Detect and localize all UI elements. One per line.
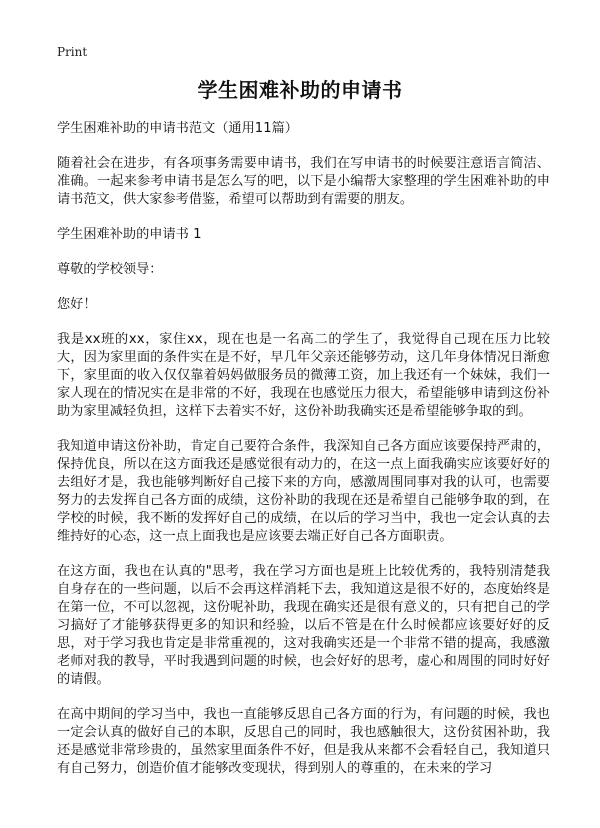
document-subtitle: 学生困难补助的申请书范文（通用11篇） bbox=[57, 121, 298, 136]
greeting: 您好！ bbox=[57, 297, 97, 312]
body-paragraph: 我知道申请这份补助，肯定自己要符合条件，我深知自己各方面应该要保持严肃的，保持优良，所以在这方面我还是感觉很有动力的，在这一点上面我确实应该要好好的去组好才是，我也能够判断好自己接下来的方向，感激周围同事对我的认可，也需要努力的去发挥自己各方面的成绩，这份补助的我现在还是希望自己能够争取的到，在学校的时候，我不断的发挥好自己的成绩，在以后的学习当中，我也一定会认真的去维持好的心态，这一点上面我也是应该要去端正好自己各方面职责。 bbox=[57, 439, 550, 544]
body-paragraph: 我是xx班的xx，家住xx，现在也是一名高二的学生了，我觉得自己现在压力比较大，因为家里面的条件实在是不好，早几年父亲还能够劳动，这几年身体情况日渐愈下，家里面的收入仅仅靠着妈妈做服务员的微薄工资，加上我还有一个妹妹，我们一家人现在的情况实在是非常的不好，我现在也感觉压力很大，希望能够申请到这份补助为家里减轻负担，这样下去着实不好，这份补助我确实还是希望能够争取的到。 bbox=[57, 332, 550, 419]
section-heading: 学生困难补助的申请书 1 bbox=[57, 227, 202, 242]
body-paragraph: 在这方面，我也在认真的"思考，我在学习方面也是班上比较优秀的，我特别清楚我自身存在的一些问题，以后不会再这样消耗下去，我知道这是很不好的，态度始终是在第一位，不可以忽视，这份呢补助，我现在确实还是很有意义的，只有把自己的学习搞好了才能够获得更多的知识和经验，以后不管是在什么时候都应该要好好的反思，对于学习我也肯定是非常重视的，这对我确实还是一个非常不错的提高，我感激老师对我的教导，平时我遇到问题的时候，也会好好的思考，虚心和周围的同时好好的请假。 bbox=[57, 564, 550, 687]
salutation: 尊敬的学校领导： bbox=[57, 262, 163, 277]
document-title: 学生困难补助的申请书 bbox=[197, 78, 403, 102]
document-body bbox=[57, 120, 550, 778]
intro-paragraph: 随着社会在进步，有各项事务需要申请书，我们在写申请书的时候要注意语言简洁、准确。一起来参考申请书是怎么写的吧，以下是小编帮大家整理的学生困难补助的申请书范文，供大家参考借鉴，希望可以帮助到有需要的朋友。 bbox=[57, 156, 550, 207]
body-paragraph: 在高中期间的学习当中，我也一直能够反思自己各方面的行为，有问题的时候，我也一定会认真的做好自己的本职，反思自己的同时，我也感触很大，这份贫困补助，我还是感觉非常珍贵的，虽然家里面条件不好，但是我从来都不会看轻自己，我知道只有自己努力，创造价值才能够改变现状，得到别人的尊重的，在未来的学习 bbox=[57, 707, 550, 776]
print-link[interactable]: Print bbox=[57, 45, 88, 59]
